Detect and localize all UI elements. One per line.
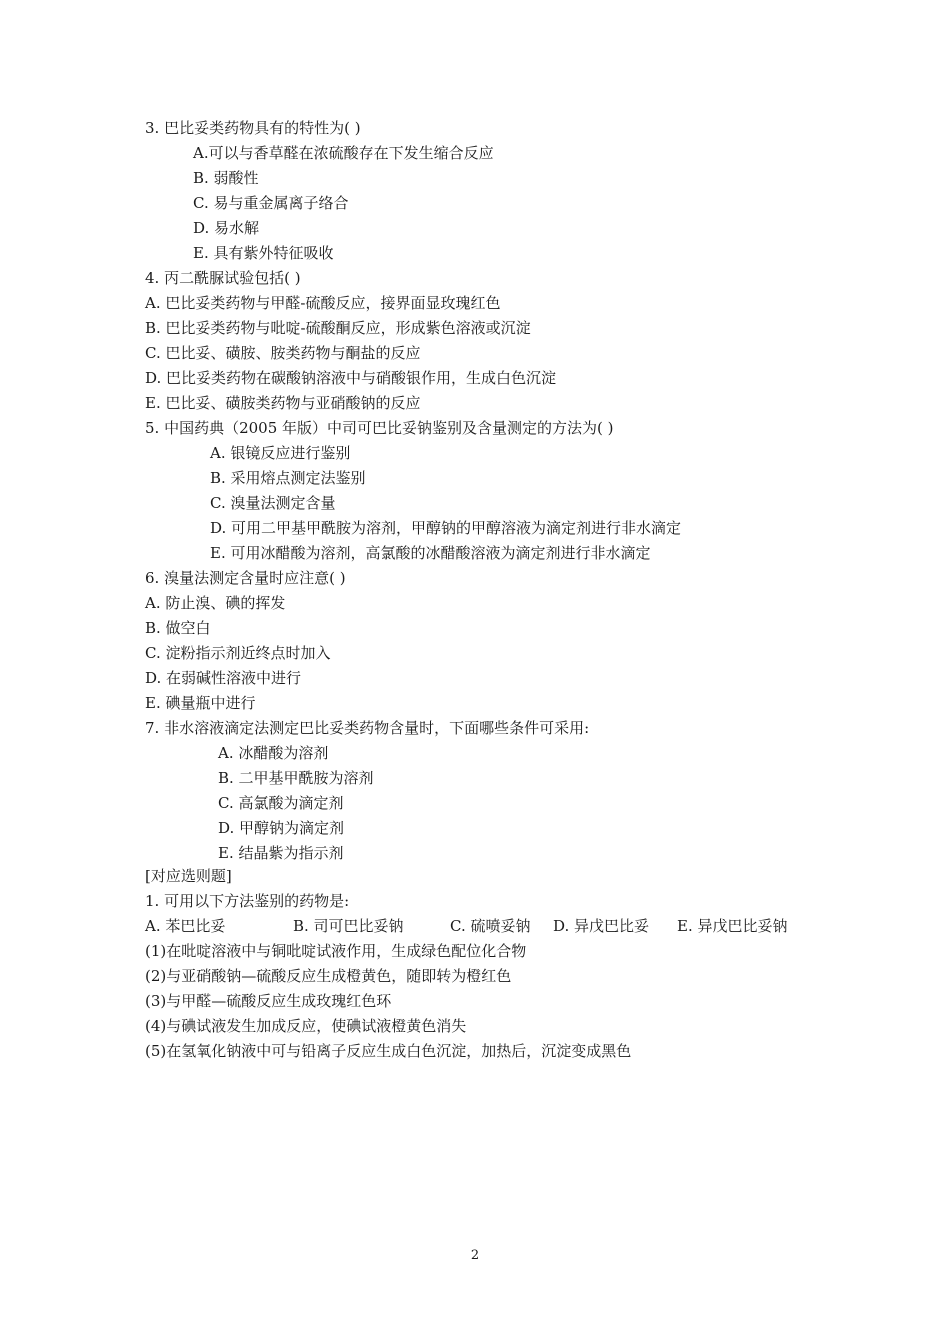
matching-item-1: (1)在吡啶溶液中与铜吡啶试液作用，生成绿色配位化合物 [145, 942, 527, 960]
question-6-option-d: D. 在弱碱性溶液中进行 [145, 669, 302, 687]
question-5-option-a: A. 银镜反应进行鉴别 [210, 444, 351, 462]
question-3-stem: 3. 巴比妥类药物具有的特性为( ) [145, 119, 361, 137]
question-7-option-d: D. 甲醇钠为滴定剂 [218, 819, 345, 837]
question-6-stem: 6. 溴量法测定含量时应注意( ) [145, 569, 346, 587]
matching-option-d: D. 异戊巴比妥 [553, 917, 650, 935]
matching-option-a: A. 苯巴比妥 [145, 917, 226, 935]
question-6-option-e: E. 碘量瓶中进行 [145, 694, 256, 712]
question-5-option-d: D. 可用二甲基甲酰胺为溶剂，甲醇钠的甲醇溶液为滴定剂进行非水滴定 [210, 519, 682, 537]
matching-options-row [145, 916, 788, 936]
question-3-option-b: B. 弱酸性 [193, 169, 259, 187]
matching-item-5: (5)在氢氧化钠液中可与铅离子反应生成白色沉淀，加热后，沉淀变成黑色 [145, 1042, 632, 1060]
question-3-option-e: E. 具有紫外特征吸收 [193, 244, 334, 262]
section-heading: [对应选则题] [145, 867, 232, 885]
question-5-option-e: E. 可用冰醋酸为溶剂，高氯酸的冰醋酸溶液为滴定剂进行非水滴定 [210, 544, 651, 562]
question-4-option-c: C. 巴比妥、磺胺、胺类药物与酮盐的反应 [145, 344, 421, 362]
matching-item-2: (2)与亚硝酸钠—硫酸反应生成橙黄色，随即转为橙红色 [145, 967, 512, 985]
question-3-option-d: D. 易水解 [193, 219, 260, 237]
question-7-option-a: A. 冰醋酸为溶剂 [218, 744, 329, 762]
question-5-option-b: B. 采用熔点测定法鉴别 [210, 469, 366, 487]
question-7-option-e: E. 结晶紫为指示剂 [218, 844, 344, 862]
question-7-option-b: B. 二甲基甲酰胺为溶剂 [218, 769, 374, 787]
matching-item-3: (3)与甲醛—硫酸反应生成玫瑰红色环 [145, 992, 392, 1010]
question-7-stem: 7. 非水溶液滴定法测定巴比妥类药物含量时，下面哪些条件可采用: [145, 719, 590, 737]
question-7-option-c: C. 高氯酸为滴定剂 [218, 794, 344, 812]
question-3-option-a: A.可以与香草醛在浓硫酸存在下发生缩合反应 [193, 144, 494, 162]
question-4-option-b: B. 巴比妥类药物与吡啶-硫酸酮反应，形成紫色溶液或沉淀 [145, 319, 531, 337]
matching-option-b: B. 司可巴比妥钠 [293, 917, 404, 935]
question-4-option-e: E. 巴比妥、磺胺类药物与亚硝酸钠的反应 [145, 394, 421, 412]
question-5-option-c: C. 溴量法测定含量 [210, 494, 336, 512]
matching-question-1-stem: 1. 可用以下方法鉴别的药物是: [145, 892, 350, 910]
question-3-option-c: C. 易与重金属离子络合 [193, 194, 349, 212]
matching-option-c: C. 硫喷妥钠 [450, 917, 531, 935]
question-4-option-d: D. 巴比妥类药物在碳酸钠溶液中与硝酸银作用，生成白色沉淀 [145, 369, 557, 387]
question-4-stem: 4. 丙二酰脲试验包括( ) [145, 269, 301, 287]
question-4-option-a: A. 巴比妥类药物与甲醛-硫酸反应，接界面显玫瑰红色 [145, 294, 501, 312]
matching-item-4: (4)与碘试液发生加成反应，使碘试液橙黄色消失 [145, 1017, 467, 1035]
question-6-option-a: A. 防止溴、碘的挥发 [145, 594, 286, 612]
question-5-stem: 5. 中国药典（2005 年版）中司可巴比妥钠鉴别及含量测定的方法为( ) [145, 419, 614, 437]
matching-option-e: E. 异戊巴比妥钠 [677, 917, 788, 935]
question-6-option-c: C. 淀粉指示剂近终点时加入 [145, 644, 331, 662]
question-6-option-b: B. 做空白 [145, 619, 211, 637]
page-number: 2 [470, 1248, 480, 1263]
